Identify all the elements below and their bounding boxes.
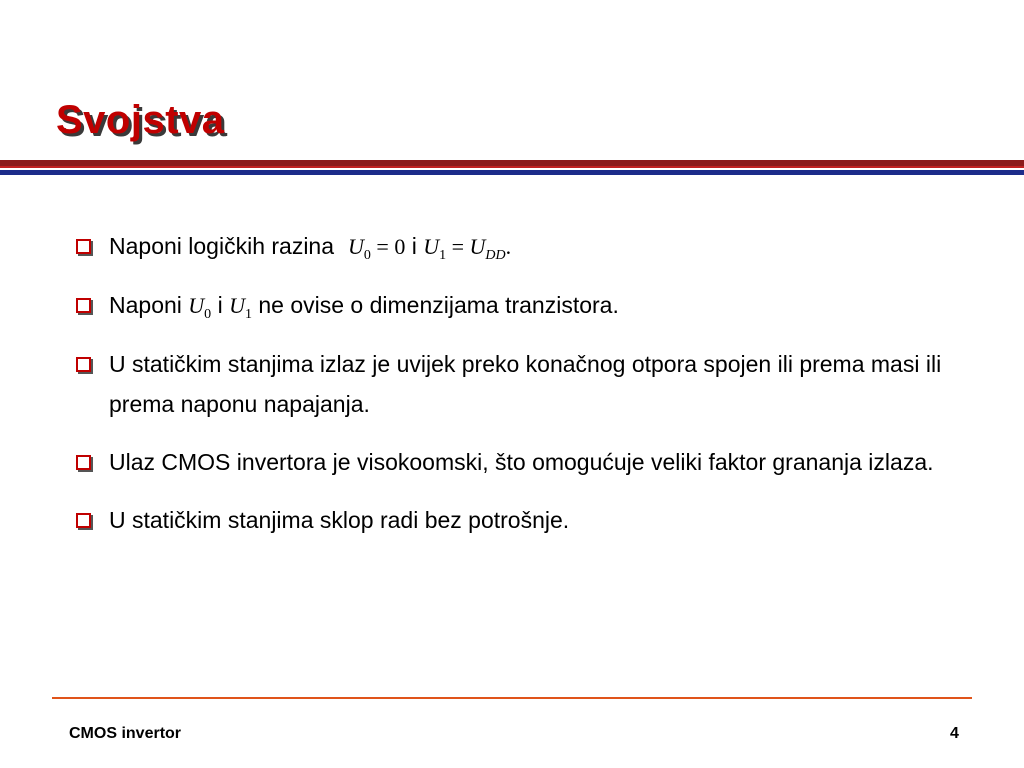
hollow-square-bullet-icon bbox=[76, 513, 91, 528]
bullet-item-2 bbox=[72, 285, 952, 326]
bullet-text: Naponi bbox=[109, 292, 182, 318]
bullet-text-after: ne ovise o dimenzijama tranzistora. bbox=[258, 292, 619, 318]
bullet-joiner: i bbox=[405, 233, 424, 259]
bullet-text: U statičkim stanjima izlaz je uvijek preko konačnog otpora spojen ili prema masi ili prema naponu napajanja. bbox=[109, 351, 942, 417]
page-number: 4 bbox=[950, 725, 959, 742]
bullet-item-1 bbox=[72, 226, 952, 267]
bullet-item-4 bbox=[72, 442, 952, 482]
bullet-text: Naponi logičkih razina bbox=[109, 233, 335, 259]
hollow-square-bullet-icon bbox=[76, 239, 91, 254]
formula-u1: $U_1$ bbox=[229, 293, 252, 322]
hollow-square-bullet-icon bbox=[76, 298, 91, 313]
bullet-joiner: i bbox=[217, 292, 223, 318]
header-divider-blue bbox=[0, 170, 1024, 175]
bullet-text: Ulaz CMOS invertora je visokoomski, što omogućuje veliki faktor grananja izlaza. bbox=[109, 449, 934, 475]
footer-title: CMOS invertor bbox=[69, 725, 182, 742]
formula-u1: $U_1 = U_{DD}$. bbox=[423, 234, 512, 263]
bullet-text: U statičkim stanjima sklop radi bez potrošnje. bbox=[109, 507, 570, 533]
slide-title: Svojstva bbox=[56, 98, 225, 142]
bullet-item-5 bbox=[72, 500, 952, 540]
hollow-square-bullet-icon bbox=[76, 455, 91, 470]
bullet-item-3 bbox=[72, 344, 952, 424]
hollow-square-bullet-icon bbox=[76, 357, 91, 372]
formula-u0: $U_0$ bbox=[188, 293, 212, 322]
bullet-list bbox=[72, 226, 952, 558]
footer-divider bbox=[52, 697, 972, 699]
formula-u0: $U_0 = 0$ bbox=[348, 234, 406, 263]
